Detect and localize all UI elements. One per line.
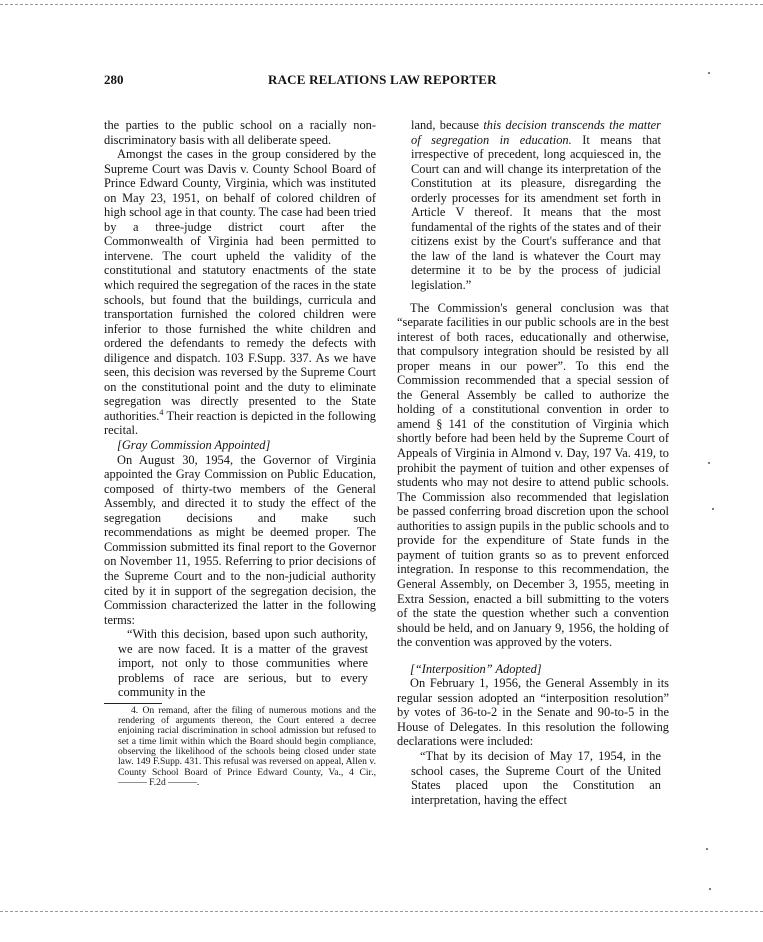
page-number: 280 <box>104 72 124 87</box>
paragraph <box>104 147 376 438</box>
footnote-ref: 4 <box>159 407 164 417</box>
block-quote-continued <box>411 118 661 293</box>
quote-text: It means that irrespective of precedent, long acquiesced in, the Court can and will change its interpretation of the Constitution at its pleasure, disregarding the orderly processes for its amendment set forth in Article V thereof. It means that the most fundamental of the rights of the states and of their citizens exist by the Court's sufferance and that the law of the land is whatever the Court may determine it to be by the process of judicial legislation.” <box>411 132 661 293</box>
section-heading: [Gray Commission Appointed] <box>117 438 271 453</box>
scan-speck <box>708 72 710 74</box>
scan-speck <box>712 508 714 510</box>
paragraph: On August 30, 1954, the Governor of Virginia appointed the Gray Commission on Public Education, composed of thirty-two members of the General Assembly, and directed it to study the effect of the segregation decisions and make such recommendations as might be deemed proper. The Commission submitted its final report to the Governor on November 11, 1955. Referring to prior decisions of the Supreme Court and to the non-judicial authority cited by it in support of the segregation decision, the Commission characterized the latter in the following terms: <box>104 452 376 627</box>
section-heading: [“Interposition” Adopted] <box>410 661 542 676</box>
running-head: RACE RELATIONS LAW REPORTER <box>268 72 497 87</box>
right-column <box>397 118 669 807</box>
footnote: 4. On remand, after the filing of numerous motions and the rendering of arguments thereon, the Court entered a decree enjoining racial discrimination in school admission but refused to set a time limit within which the Board should begin compliance, observing the likelihood of the schools being closed under state law. 149 F.Supp. 431. This refusal was reversed on appeal, Allen v. County School Board of Prince Edward County, Va., 4 Cir., ——— F.2d ———. <box>118 704 376 788</box>
paragraph: On February 1, 1956, the General Assembly in its regular session adopted an “interposition resolution” by votes of 36-to-2 in the Senate and 90-to-5 in the House of Delegates. In this resolution the following declarations were included: <box>397 676 669 749</box>
quote-text: land, because <box>411 118 484 132</box>
paragraph-text: Their reaction is depicted in the following recital. <box>104 408 376 438</box>
quote-emphasis: this decision transcends the matter of segregation in education. <box>411 118 662 147</box>
footnote-rule <box>104 703 162 704</box>
paragraph: The Commission's general conclusion was that “separate facilities in our public schools are in the best interest of both races, educationally and otherwise, that compulsory integration should be resisted by all proper means in our power”. To this end the Commission recommended that a special session of the General Assembly be called to authorize the holding of a constitutional convention in order to amend § 141 of the constitution of Virginia which shortly before had been held by the Supreme Court of Appeals of Virginia in Almond v. Day, 197 Va. 419, to prohibit the payment of tuition and other expenses of students who may not desire to attend public schools. The Commission also recommended that legislation be passed conferring broad discretion upon the school authorities to assign pupils in the public schools and to provide for the expenditure of State funds in the payment of tuition grants so as to prevent enforced integration. In response to this recommendation, the General Assembly, on December 3, 1955, meeting in Extra Session, enacted a bill submitting to the voters of the state the question whether such a convention should be held, and on January 9, 1956, the holding of the convention was approved by the voters. <box>397 300 669 650</box>
block-quote: “With this decision, based upon such authority, we are now faced. It is a matter of the gravest import, not only to those communities where problems of race are serious, but to every community in the <box>118 627 368 700</box>
scan-bottom-edge <box>0 911 763 912</box>
left-column <box>104 118 376 788</box>
scan-speck <box>706 848 708 850</box>
paragraph: the parties to the public school on a racially non-discriminatory basis with all deliberate speed. <box>104 118 376 147</box>
scan-speck <box>708 462 710 464</box>
paragraph-text: Amongst the cases in the group considered by the Supreme Court was Davis v. County School Board of Prince Edward County, Virginia, which was instituted on May 23, 1951, on behalf of colored children of high school age in that county. The case had been tried by a three-judge district court after the Commonwealth of Virginia had been permitted to intervene. The court upheld the validity of the constitutional and statutory enactments of the state which required the segregation of the races in the state schools, but found that the buildings, curricula and transportation furnished the colored children were inferior to those furnished the white children and ordered the defendants to remedy the defects with diligence and dispatch. 103 F.Supp. 337. As we have seen, this decision was reversed by the Supreme Court on the constitutional point and the duty to eliminate segregation was directly presented to the State authorities. <box>104 147 376 423</box>
block-quote: “That by its decision of May 17, 1954, in the school cases, the Supreme Court of the United States placed upon the Constitution an interpretation, having the effect <box>411 748 661 807</box>
scan-top-edge <box>0 4 763 5</box>
scan-speck <box>709 888 711 890</box>
